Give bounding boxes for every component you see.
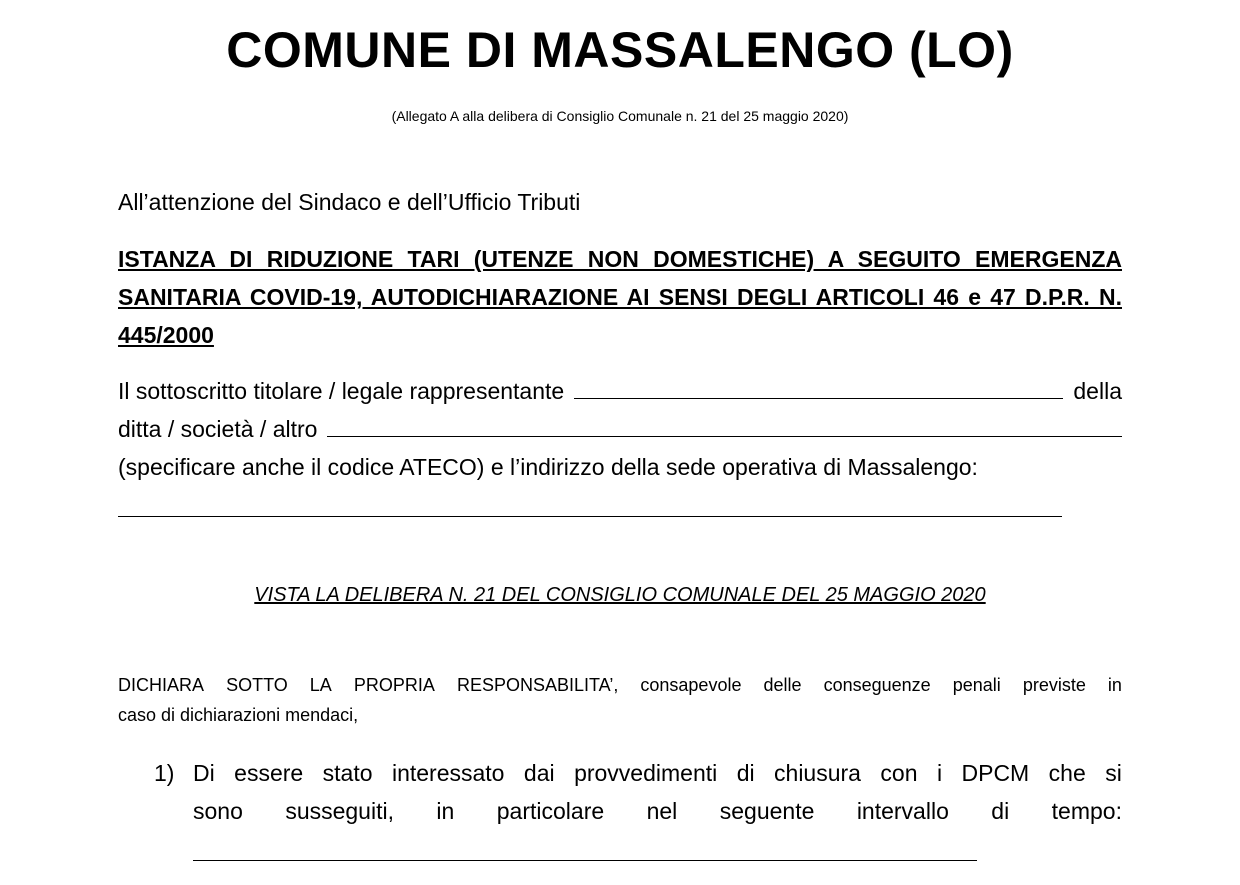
company-name-field[interactable] [327,410,1122,437]
ateco-address-label: (specificare anche il codice ATECO) e l’indirizzo della sede operativa di Massalengo: [118,454,978,480]
word: interessato [391,760,505,786]
word: di [991,798,1010,824]
form-line-company [118,410,1122,448]
word: DPCM [961,760,1030,786]
word: consapevole [640,675,742,695]
word: Di [193,760,215,786]
word: essere [234,760,304,786]
form-line-ateco [118,448,1122,486]
representative-suffix: della [1073,378,1122,404]
word: nel [646,798,678,824]
word: che [1048,760,1086,786]
word: i [936,760,943,786]
time-interval-field[interactable] [193,860,977,861]
word: RESPONSABILITA’, [456,675,619,695]
word: con [880,760,918,786]
word: penali [952,675,1001,695]
word: tempo: [1051,798,1122,824]
word: LA [309,675,332,695]
word: susseguiti, [285,798,394,824]
word: dai [523,760,555,786]
word: di [736,760,755,786]
word: delle [763,675,802,695]
word: conseguenze [823,675,931,695]
representative-label: Il sottoscritto titolare / legale rappresentante [118,378,565,404]
document-subtitle: (Allegato A alla delibera di Consiglio Comunale n. 21 del 25 maggio 2020) [391,108,849,124]
word: previste [1022,675,1086,695]
word: si [1105,760,1122,786]
attention-line: All’attenzione del Sindaco e dell’Ufficio Tributi [118,189,581,215]
word: PROPRIA [353,675,435,695]
item-1-line-2 [193,792,1122,830]
company-label: ditta / società / altro [118,416,318,442]
item-1-line-1 [193,754,1122,792]
item-number: 1) [154,760,175,786]
word: sono [193,798,243,824]
document-title: COMUNE DI MASSALENGO (LO) [226,22,1014,78]
declaration-row-2: caso di dichiarazioni mendaci, [118,705,359,725]
word: DICHIARA [118,675,205,695]
word: stato [322,760,373,786]
word: seguente [719,798,815,824]
word: provvedimenti [574,760,718,786]
word: intervallo [856,798,949,824]
vista-delibera: VISTA LA DELIBERA N. 21 DEL CONSIGLIO COMUNALE DEL 25 MAGGIO 2020 [254,584,986,606]
word: in [436,798,455,824]
word: SOTTO [226,675,288,695]
declaration-row-1 [118,670,1122,700]
representative-name-field[interactable] [574,372,1063,399]
word: particolare [496,798,605,824]
declaration-paragraph [118,670,1122,730]
address-field[interactable] [118,516,1062,517]
form-line-representative [118,372,1122,410]
word: chiusura [774,760,861,786]
request-heading: ISTANZA DI RIDUZIONE TARI (UTENZE NON DOMESTICHE) A SEGUITO EMERGENZA SANITARIA COVID-19, AUTODICHIARAZIONE AI SENSI DEGLI ARTICOLI 46 e 47 D.P.R. N. 445/2000 [118,246,1122,348]
word: in [1107,675,1122,695]
